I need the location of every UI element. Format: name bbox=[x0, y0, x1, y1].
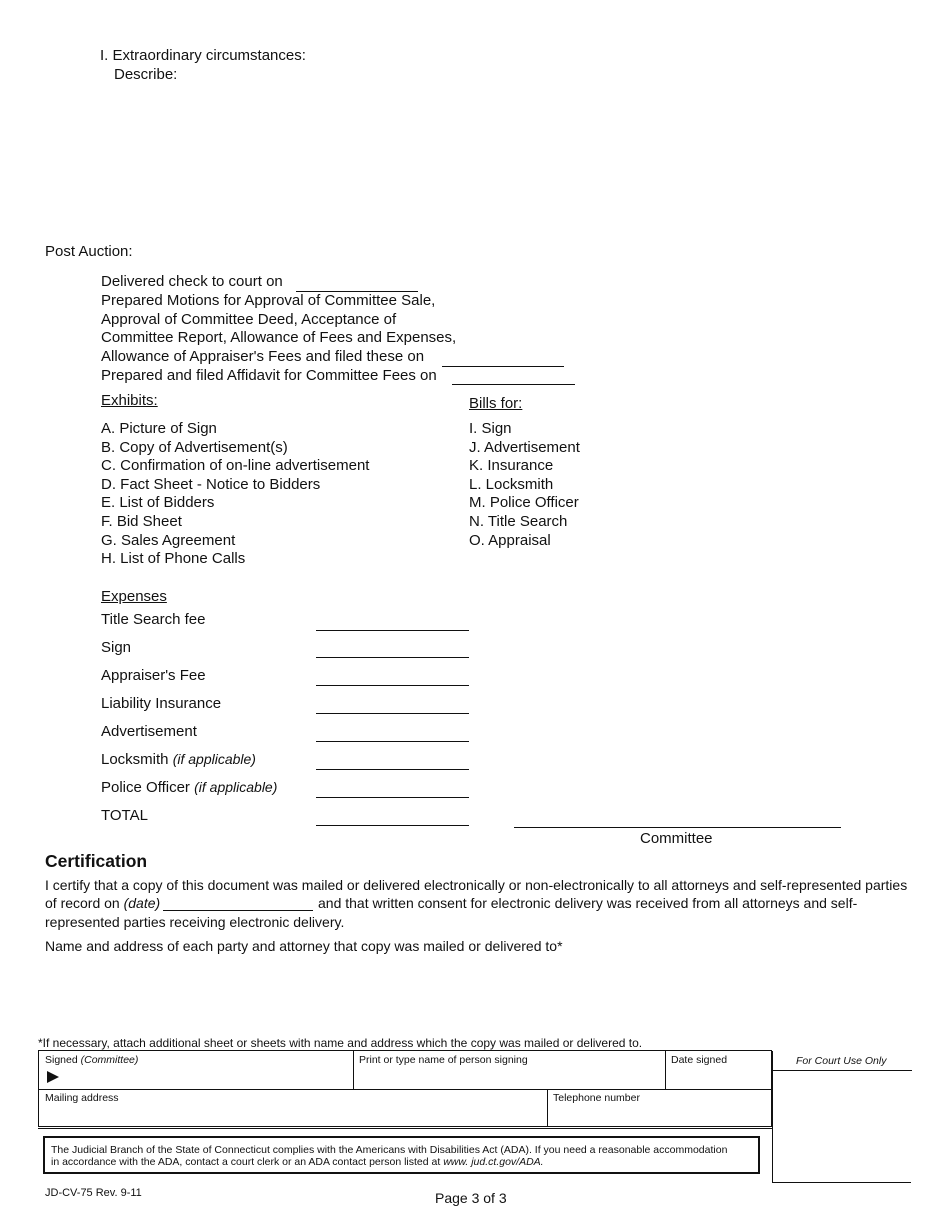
name-address-label: Name and address of each party and attorney that copy was mailed or delivered to* bbox=[45, 938, 563, 954]
motions-filed-date-field[interactable] bbox=[442, 366, 564, 367]
certification-date-label: (date) bbox=[123, 895, 161, 911]
bill-item: M. Police Officer bbox=[469, 494, 579, 511]
expense-label bbox=[101, 611, 206, 628]
expense-note: (if applicable) bbox=[194, 779, 278, 795]
expense-note: (if applicable) bbox=[172, 751, 256, 767]
expense-label bbox=[101, 639, 131, 656]
exhibit-item: G. Sales Agreement bbox=[101, 532, 236, 549]
exhibit-item: D. Fact Sheet - Notice to Bidders bbox=[101, 476, 321, 493]
expense-amount-field[interactable] bbox=[316, 713, 469, 714]
certification-line-2-a: of record on bbox=[45, 895, 120, 911]
ada-line-1: The Judicial Branch of the State of Connecticut complies with the Americans with Disabilities Act (ADA). If you need a reasonable accommodation bbox=[51, 1144, 728, 1156]
expense-amount-field[interactable] bbox=[316, 630, 469, 631]
affidavit-label: Prepared and filed Affidavit for Committee Fees on bbox=[101, 367, 437, 384]
motions-line-1: Prepared Motions for Approval of Committee Sale, bbox=[101, 292, 436, 309]
expense-label-text: Locksmith bbox=[101, 751, 169, 768]
exhibit-item: A. Picture of Sign bbox=[101, 420, 217, 437]
bill-item: N. Title Search bbox=[469, 513, 568, 530]
expense-amount-field[interactable] bbox=[316, 685, 469, 686]
post-auction-heading: Post Auction: bbox=[45, 243, 133, 260]
bill-item: O. Appraisal bbox=[469, 532, 551, 549]
expense-amount-field[interactable] bbox=[316, 657, 469, 658]
expense-label-text: Sign bbox=[101, 639, 132, 656]
page-number: Page 3 of 3 bbox=[435, 1190, 507, 1206]
delivered-check-label: Delivered check to court on bbox=[101, 273, 283, 290]
expense-label-text: TOTAL bbox=[101, 807, 148, 824]
expense-label-text: Police Officer bbox=[101, 779, 190, 796]
exhibit-item: C. Confirmation of on-line advertisement bbox=[101, 457, 370, 474]
expense-label-text: Appraiser's Fee bbox=[101, 667, 206, 684]
motions-line-3: Committee Report, Allowance of Fees and Expenses, bbox=[101, 329, 457, 346]
bills-heading: Bills for: bbox=[469, 395, 523, 412]
mailing-address-label: Mailing address bbox=[45, 1092, 119, 1104]
certification-line-3: represented parties receiving electronic delivery. bbox=[45, 914, 345, 930]
print-name-label: Print or type name of person signing bbox=[359, 1054, 528, 1066]
expense-label bbox=[101, 723, 197, 740]
motions-line-4: Allowance of Appraiser's Fees and filed these on bbox=[101, 348, 425, 365]
date-signed-label: Date signed bbox=[671, 1054, 728, 1066]
signed-cell[interactable] bbox=[38, 1050, 354, 1090]
exhibit-item: F. Bid Sheet bbox=[101, 513, 182, 530]
exhibits-heading: Exhibits: bbox=[101, 392, 158, 409]
arrow-right-icon bbox=[46, 1070, 60, 1084]
bill-item: I. Sign bbox=[469, 420, 512, 437]
expense-amount-field[interactable] bbox=[316, 741, 469, 742]
ada-url[interactable]: www. jud.ct.gov/ADA. bbox=[443, 1156, 544, 1168]
expense-label bbox=[101, 667, 206, 684]
exhibit-item: H. List of Phone Calls bbox=[101, 550, 246, 567]
extraordinary-title: I. Extraordinary circumstances: bbox=[100, 47, 306, 64]
certification-line-2 bbox=[45, 895, 160, 911]
telephone-label: Telephone number bbox=[553, 1092, 640, 1104]
exhibit-item: E. List of Bidders bbox=[101, 494, 215, 511]
motions-line-2: Approval of Committee Deed, Acceptance of bbox=[101, 311, 397, 328]
footnote: *If necessary, attach additional sheet or sheets with name and address which the copy was mailed or delivered to. bbox=[38, 1036, 643, 1050]
bill-item: K. Insurance bbox=[469, 457, 554, 474]
expense-label bbox=[101, 751, 256, 768]
describe-label: Describe: bbox=[114, 66, 178, 83]
form-id: JD-CV-75 Rev. 9-11 bbox=[45, 1187, 142, 1199]
expense-label bbox=[101, 807, 148, 824]
expense-label-text: Liability Insurance bbox=[101, 695, 222, 712]
signed-note: (Committee) bbox=[80, 1054, 139, 1066]
expense-label bbox=[101, 695, 221, 712]
court-use-label: For Court Use Only bbox=[796, 1055, 887, 1067]
expense-amount-field[interactable] bbox=[316, 797, 469, 798]
certification-heading: Certification bbox=[45, 851, 148, 871]
expense-amount-field[interactable] bbox=[316, 769, 469, 770]
committee-signature-line[interactable] bbox=[514, 827, 841, 828]
telephone-cell[interactable] bbox=[547, 1089, 772, 1127]
expense-label-text: Title Search fee bbox=[101, 611, 206, 628]
certification-line-1: I certify that a copy of this document was mailed or delivered electronically or non-electronically to all attorneys and self-represented parties bbox=[45, 877, 908, 893]
exhibit-item: B. Copy of Advertisement(s) bbox=[101, 439, 288, 456]
bill-item: L. Locksmith bbox=[469, 476, 554, 493]
signed-label: Signed bbox=[45, 1054, 78, 1066]
court-use-box bbox=[772, 1051, 911, 1183]
date-signed-cell[interactable] bbox=[665, 1050, 772, 1090]
expense-total-field[interactable] bbox=[316, 825, 469, 826]
print-name-cell[interactable] bbox=[353, 1050, 666, 1090]
mailing-address-cell[interactable] bbox=[38, 1089, 548, 1127]
certification-line-2-b: and that written consent for electronic delivery was received from all attorneys and self- bbox=[318, 895, 858, 911]
certification-date-field[interactable] bbox=[163, 910, 313, 911]
expense-label bbox=[101, 779, 277, 796]
ada-line-2 bbox=[51, 1156, 544, 1168]
affidavit-date-field[interactable] bbox=[452, 384, 575, 385]
committee-label: Committee bbox=[640, 830, 713, 847]
expense-label-text: Advertisement bbox=[101, 723, 197, 740]
ada-line-2-text: in accordance with the ADA, contact a court clerk or an ADA contact person listed at bbox=[51, 1156, 441, 1168]
ada-notice-box bbox=[43, 1136, 760, 1174]
bill-item: J. Advertisement bbox=[469, 439, 580, 456]
expenses-heading: Expenses bbox=[101, 588, 167, 605]
